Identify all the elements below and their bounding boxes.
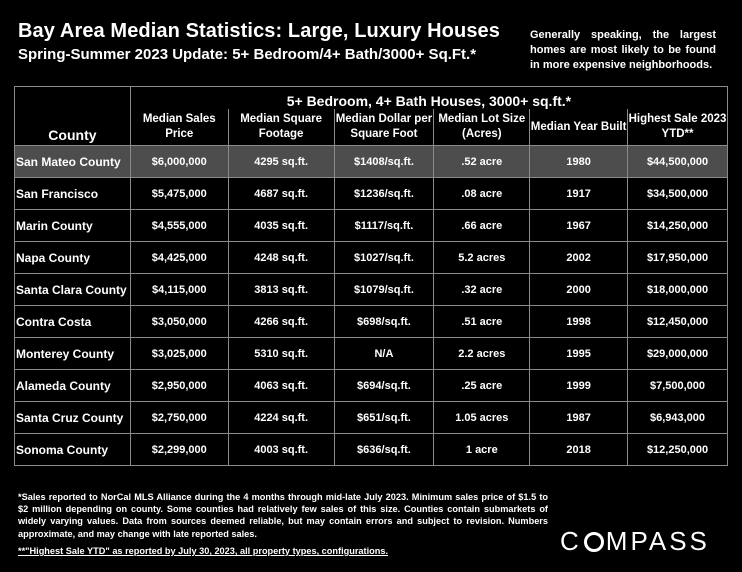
table-cell: $5,475,000 <box>130 178 228 210</box>
column-header: Median Sales Price <box>130 109 228 146</box>
column-header: Median Dollar per Square Foot <box>334 109 434 146</box>
table-cell: 5.2 acres <box>434 242 530 274</box>
logo-letters-mpass: MPASS <box>605 526 710 556</box>
table-row <box>15 210 728 242</box>
table-cell: 3813 sq.ft. <box>228 274 334 306</box>
table-row <box>15 370 728 402</box>
table-row <box>15 242 728 274</box>
table-cell: 2000 <box>530 274 628 306</box>
column-header: Highest Sale 2023 YTD** <box>628 109 728 146</box>
logo-letter-c: C <box>560 526 582 556</box>
table-cell: $2,950,000 <box>130 370 228 402</box>
county-name-cell: Santa Clara County <box>15 274 131 306</box>
table-cell: $2,299,000 <box>130 434 228 466</box>
table-cell: $694/sq.ft. <box>334 370 434 402</box>
side-note: Generally speaking, the largest homes are most likely to be found in more expensive neighborhoods. <box>530 29 716 71</box>
table-cell: $6,943,000 <box>628 402 728 434</box>
column-header: Median Lot Size (Acres) <box>434 109 530 146</box>
county-name-cell: Napa County <box>15 242 131 274</box>
page-subtitle: Spring-Summer 2023 Update: 5+ Bedroom/4+ Bath/3000+ Sq.Ft.* <box>18 46 477 63</box>
table-row <box>15 434 728 466</box>
table-cell: $7,500,000 <box>628 370 728 402</box>
table-cell: .66 acre <box>434 210 530 242</box>
table-cell: $2,750,000 <box>130 402 228 434</box>
table-cell: 4224 sq.ft. <box>228 402 334 434</box>
table-cell: 5310 sq.ft. <box>228 338 334 370</box>
table-cell: 4295 sq.ft. <box>228 146 334 178</box>
table-cell: $4,425,000 <box>130 242 228 274</box>
table-cell: 1995 <box>530 338 628 370</box>
table-cell: 4063 sq.ft. <box>228 370 334 402</box>
table-cell: $4,115,000 <box>130 274 228 306</box>
table-cell: $29,000,000 <box>628 338 728 370</box>
table-row <box>15 274 728 306</box>
table-supertitle: 5+ Bedroom, 4+ Bath Houses, 3000+ sq.ft.* <box>130 87 727 110</box>
table-cell: 4035 sq.ft. <box>228 210 334 242</box>
table-cell: 2.2 acres <box>434 338 530 370</box>
table-cell: $12,250,000 <box>628 434 728 466</box>
table-cell: .51 acre <box>434 306 530 338</box>
county-name-cell: San Francisco <box>15 178 131 210</box>
table-cell: 1987 <box>530 402 628 434</box>
table-cell: 1 acre <box>434 434 530 466</box>
stats-table <box>14 86 728 466</box>
table-cell: $14,250,000 <box>628 210 728 242</box>
table-cell: $1236/sq.ft. <box>334 178 434 210</box>
footnote-main: *Sales reported to NorCal MLS Alliance during the 4 months through mid-late July 2023. Minimum sales price of $1.5 to $2 million depending on county. Some counties had relatively few sales of this size. Counties contain submarkets of widely varying values. Data from sources deemed reliable, but may contain errors and subject to revision. Numbers approximate, and may change with late reported sales. <box>18 492 548 539</box>
table-cell: $1408/sq.ft. <box>334 146 434 178</box>
table-cell: $3,025,000 <box>130 338 228 370</box>
table-cell: 4003 sq.ft. <box>228 434 334 466</box>
county-header-top <box>15 87 131 110</box>
column-header: Median Year Built <box>530 109 628 146</box>
table-cell: .25 acre <box>434 370 530 402</box>
table-cell: $1117/sq.ft. <box>334 210 434 242</box>
footnote-second: **"Highest Sale YTD" as reported by July 30, 2023, all property types, configurations. <box>18 546 389 556</box>
page-title: Bay Area Median Statistics: Large, Luxury Houses <box>18 20 500 42</box>
table-cell: 1999 <box>530 370 628 402</box>
table-cell: $12,450,000 <box>628 306 728 338</box>
table-cell: $636/sq.ft. <box>334 434 434 466</box>
county-name-cell: Marin County <box>15 210 131 242</box>
county-name-cell: Alameda County <box>15 370 131 402</box>
county-name-cell: Contra Costa <box>15 306 131 338</box>
table-cell: 1998 <box>530 306 628 338</box>
county-name-cell: Santa Cruz County <box>15 402 131 434</box>
column-header: Median Square Footage <box>228 109 334 146</box>
table-cell: 1980 <box>530 146 628 178</box>
logo-o-circle <box>584 532 604 552</box>
table-cell: $18,000,000 <box>628 274 728 306</box>
table-cell: $4,555,000 <box>130 210 228 242</box>
table-cell: $3,050,000 <box>130 306 228 338</box>
county-name-cell: Monterey County <box>15 338 131 370</box>
table-row <box>15 146 728 178</box>
table-cell: $651/sq.ft. <box>334 402 434 434</box>
column-header: County <box>15 109 131 146</box>
table-cell: $1027/sq.ft. <box>334 242 434 274</box>
table-cell: 4248 sq.ft. <box>228 242 334 274</box>
table-row <box>15 338 728 370</box>
table-cell: 2002 <box>530 242 628 274</box>
table-cell: .32 acre <box>434 274 530 306</box>
table-cell: .52 acre <box>434 146 530 178</box>
table-cell: 2018 <box>530 434 628 466</box>
table-cell: $44,500,000 <box>628 146 728 178</box>
table-cell: $1079/sq.ft. <box>334 274 434 306</box>
table-row <box>15 178 728 210</box>
table-cell: .08 acre <box>434 178 530 210</box>
county-name-cell: Sonoma County <box>15 434 131 466</box>
compass-logo <box>560 526 710 557</box>
county-name-cell: San Mateo County <box>15 146 131 178</box>
table-cell: 1.05 acres <box>434 402 530 434</box>
table-row <box>15 402 728 434</box>
table-cell: $6,000,000 <box>130 146 228 178</box>
table-cell: N/A <box>334 338 434 370</box>
table-cell: 1917 <box>530 178 628 210</box>
table-cell: 4687 sq.ft. <box>228 178 334 210</box>
table-cell: 4266 sq.ft. <box>228 306 334 338</box>
table-row <box>15 306 728 338</box>
table-cell: $34,500,000 <box>628 178 728 210</box>
table-cell: 1967 <box>530 210 628 242</box>
table-cell: $17,950,000 <box>628 242 728 274</box>
table-cell: $698/sq.ft. <box>334 306 434 338</box>
